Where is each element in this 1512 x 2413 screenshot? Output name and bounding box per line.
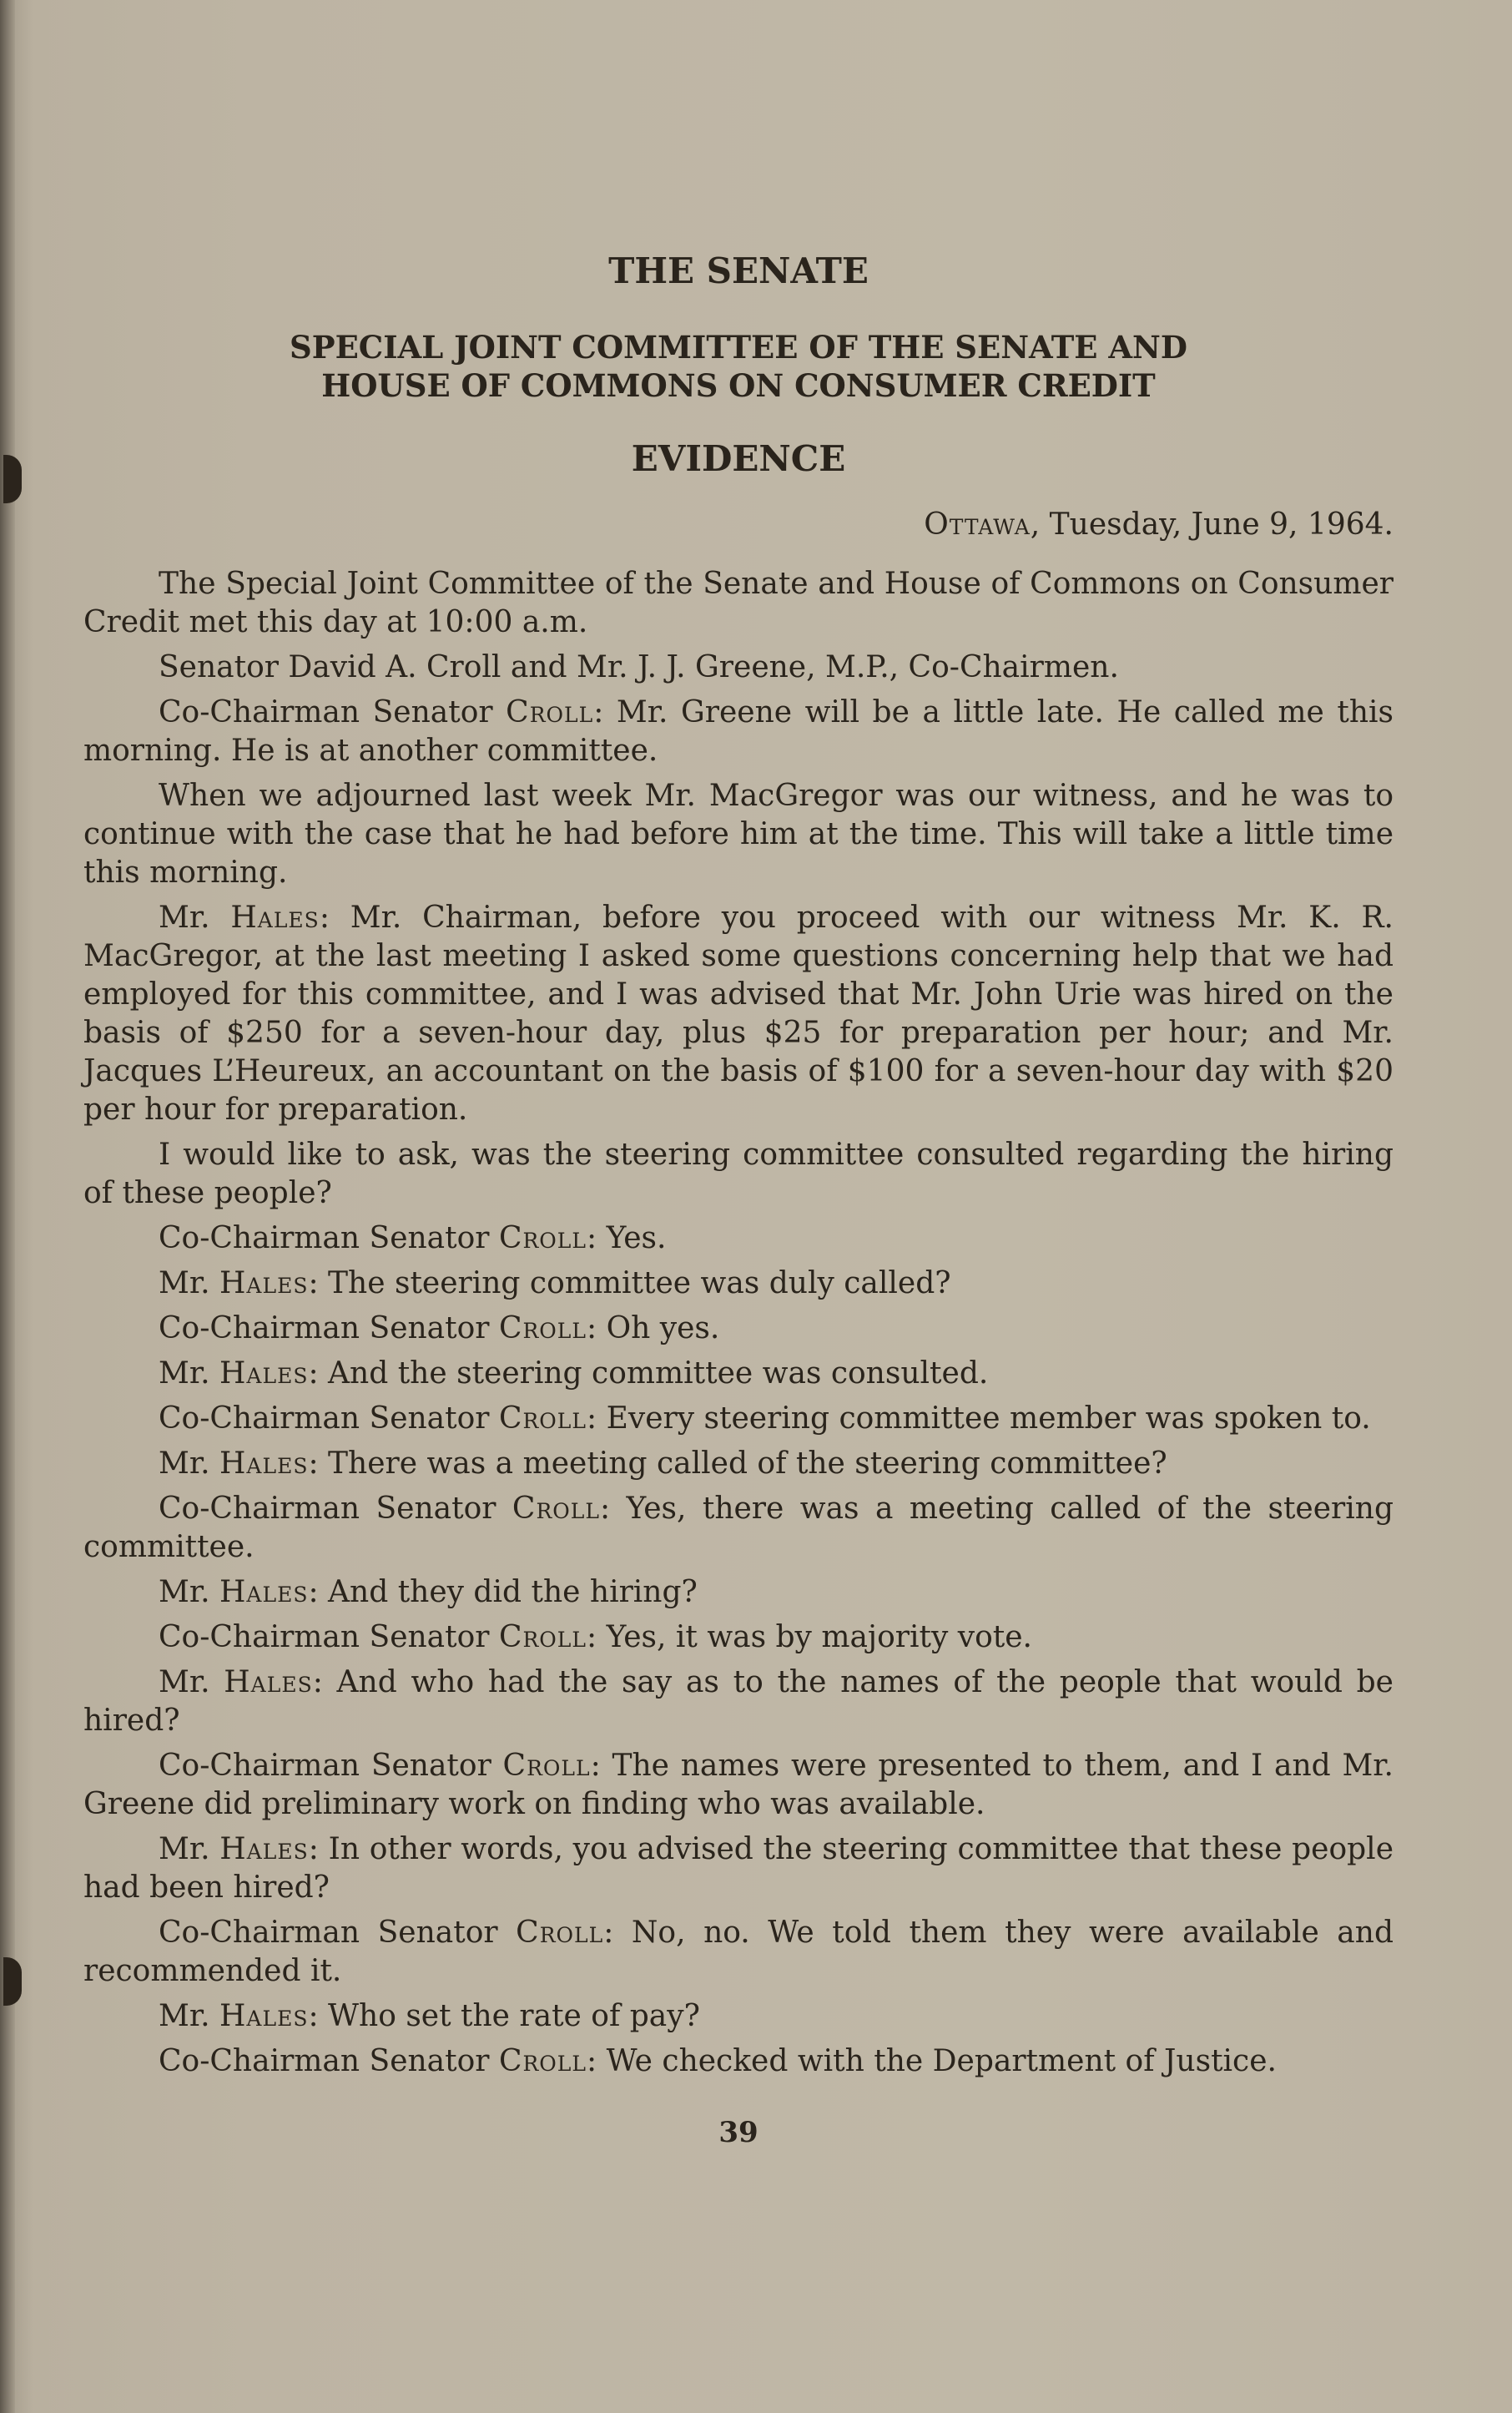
- paragraph-text: : Yes.: [587, 1221, 667, 1255]
- speaker-prefix: Co-Chairman Senator: [159, 1620, 499, 1654]
- speaker-name: Croll: [512, 1492, 600, 1526]
- speaker-name: Hales: [219, 1446, 309, 1481]
- transcript-paragraph: [83, 1400, 1394, 1438]
- speaker-prefix: Co-Chairman Senator: [159, 1492, 512, 1526]
- speaker-prefix: Co-Chairman Senator: [159, 1401, 499, 1436]
- transcript-paragraph: [83, 1355, 1394, 1393]
- paragraph-text: : Who set the rate of pay?: [308, 1999, 700, 2033]
- paragraph-text: : Oh yes.: [587, 1311, 720, 1345]
- transcript-paragraph: [83, 1490, 1394, 1567]
- paragraph-text: : No, no. We told them they were available and recommended it.: [83, 1916, 1394, 1988]
- paragraph-text: : Every steering committee member was spoken to.: [587, 1401, 1371, 1436]
- paragraph-text: : And the steering committee was consulted.: [308, 1356, 989, 1391]
- transcript-paragraph: [83, 1310, 1394, 1348]
- page-content: [83, 250, 1394, 2149]
- paragraph-text: : Yes, it was by majority vote.: [587, 1620, 1032, 1654]
- transcript-paragraph: [83, 1830, 1394, 1907]
- speaker-prefix: Co-Chairman Senator: [159, 2044, 499, 2078]
- speaker-prefix: Co-Chairman Senator: [159, 1749, 503, 1783]
- speaker-name: Hales: [224, 1665, 313, 1699]
- speaker-prefix: Mr.: [159, 1446, 220, 1481]
- speaker-prefix: Mr.: [159, 1356, 220, 1391]
- speaker-name: Croll: [502, 1749, 591, 1783]
- paragraph-text: : Mr. Chairman, before you proceed with our witness Mr. K. R. MacGregor, at the last meeting I asked some questions concerning help that we had employed for this committee, and I was advised that Mr. John Urie was hired on the basis of $250 for a seven-hour day, plus $25 for preparation per hour; and Mr. Jacques L’Heureux, an accountant on the basis of $100 for a seven-hour day with $20 per hour for preparation.: [83, 901, 1394, 1127]
- paragraph-text: : The names were presented to them, and I and Mr. Greene did preliminary work on finding who was available.: [83, 1749, 1394, 1821]
- speaker-prefix: Co-Chairman Senator: [159, 1916, 517, 1950]
- speaker-name: Croll: [498, 1620, 587, 1654]
- speaker-prefix: Mr.: [159, 1575, 220, 1609]
- transcript-paragraph: [83, 1618, 1394, 1657]
- section-heading: EVIDENCE: [631, 438, 846, 479]
- speaker-prefix: Mr.: [159, 1999, 220, 2033]
- speaker-name: Hales: [219, 1266, 309, 1300]
- dateline-place: Ottawa: [924, 507, 1031, 542]
- committee-title-line-2: HOUSE OF COMMONS ON CONSUMER CREDIT: [321, 367, 1156, 404]
- dateline: [83, 507, 1394, 542]
- speaker-name: Hales: [219, 1575, 309, 1609]
- page-title: THE SENATE: [608, 250, 869, 291]
- speaker-prefix: Mr.: [159, 1665, 224, 1699]
- transcript-paragraph: [83, 777, 1394, 892]
- transcript-paragraph: [83, 1573, 1394, 1612]
- transcript-paragraph: [83, 1663, 1394, 1740]
- committee-title-line-1: SPECIAL JOINT COMMITTEE OF THE SENATE AND: [290, 329, 1187, 366]
- page-tab-mark: [3, 455, 22, 503]
- speaker-name: Croll: [498, 1311, 587, 1345]
- paragraph-text: : In other words, you advised the steering committee that these people had been hired?: [83, 1832, 1394, 1905]
- dateline-date: , Tuesday, June 9, 1964.: [1030, 507, 1394, 542]
- page-number: 39: [718, 2116, 759, 2149]
- speaker-name: Croll: [498, 2044, 587, 2078]
- speaker-name: Hales: [219, 1999, 309, 2033]
- paragraph-text: : And who had the say as to the names of the people that would be hired?: [83, 1665, 1394, 1738]
- speaker-name: Croll: [506, 695, 594, 729]
- paragraph-text: : There was a meeting called of the steering committee?: [308, 1446, 1167, 1481]
- transcript-paragraph: [83, 1997, 1394, 2036]
- paragraph-text: Senator David A. Croll and Mr. J. J. Greene, M.P., Co-Chairmen.: [159, 650, 1119, 684]
- transcript-paragraph: [83, 1219, 1394, 1258]
- transcript-paragraph: [83, 1914, 1394, 1991]
- speaker-name: Hales: [219, 1356, 309, 1391]
- transcript-paragraph: [83, 1265, 1394, 1303]
- speaker-prefix: Mr.: [159, 1266, 220, 1300]
- paragraph-text: When we adjourned last week Mr. MacGregor was our witness, and he was to continue with the case that he had before him at the time. This will take a little time this morning.: [83, 779, 1394, 890]
- speaker-prefix: Co-Chairman Senator: [159, 695, 507, 729]
- paragraph-text: : The steering committee was duly called?: [308, 1266, 951, 1300]
- speaker-prefix: Mr.: [159, 901, 231, 935]
- page-tab-mark: [3, 1957, 22, 2006]
- transcript-paragraph: [83, 694, 1394, 770]
- transcript-paragraph: [83, 1747, 1394, 1824]
- speaker-name: Croll: [498, 1401, 587, 1436]
- paragraph-text: : Mr. Greene will be a little late. He called me this morning. He is at another committee.: [83, 695, 1394, 768]
- transcript-paragraph: [83, 2042, 1394, 2081]
- paragraph-text: The Special Joint Committee of the Senate and House of Commons on Consumer Credit met this day at 10:00 a.m.: [83, 567, 1394, 639]
- paragraph-text: : And they did the hiring?: [308, 1575, 698, 1609]
- transcript-paragraph: [83, 1136, 1394, 1213]
- speaker-prefix: Co-Chairman Senator: [159, 1221, 499, 1255]
- transcript-paragraph: [83, 899, 1394, 1129]
- transcript-paragraph: [83, 649, 1394, 687]
- paragraph-text: : Yes, there was a meeting called of the steering committee.: [83, 1492, 1394, 1564]
- paragraph-text: I would like to ask, was the steering committee consulted regarding the hiring of these people?: [83, 1138, 1394, 1210]
- paragraph-text: : We checked with the Department of Justice.: [587, 2044, 1277, 2078]
- speaker-prefix: Mr.: [159, 1832, 220, 1866]
- transcript-paragraph: [83, 565, 1394, 642]
- speaker-name: Hales: [219, 1832, 309, 1866]
- committee-title: [83, 328, 1394, 405]
- speaker-name: Croll: [498, 1221, 587, 1255]
- speaker-name: Croll: [516, 1916, 604, 1950]
- transcript: [83, 565, 1394, 2081]
- transcript-paragraph: [83, 1445, 1394, 1483]
- speaker-prefix: Co-Chairman Senator: [159, 1311, 499, 1345]
- book-binding-edge: [0, 0, 15, 2413]
- speaker-name: Hales: [230, 901, 320, 935]
